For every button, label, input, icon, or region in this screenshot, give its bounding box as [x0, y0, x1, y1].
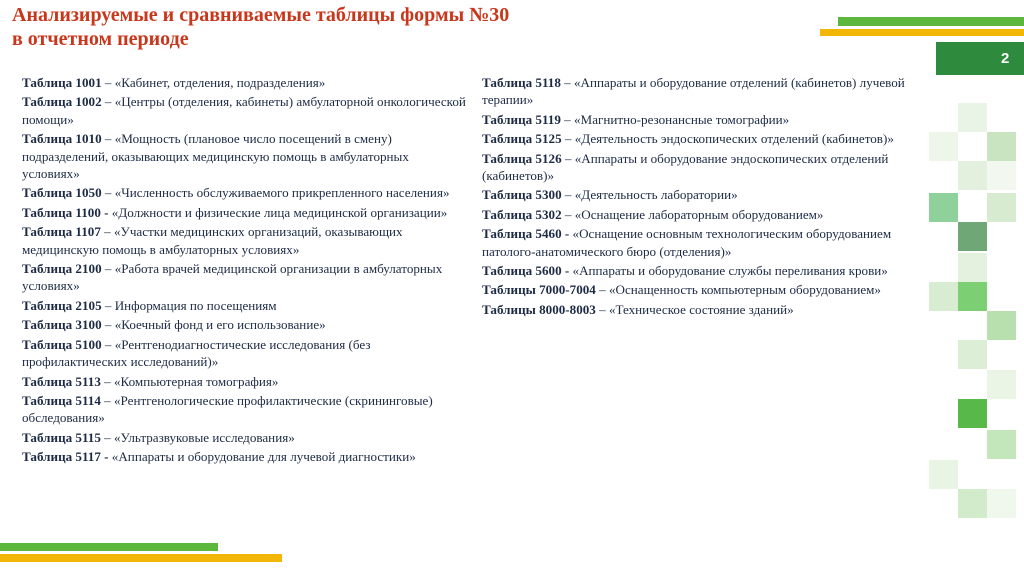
list-item — [22, 223, 467, 258]
table-id: Таблица 1107 — [22, 224, 101, 240]
mosaic-tile — [987, 193, 1016, 222]
table-description: – «Компьютерная томография» — [100, 373, 279, 389]
mosaic-tile — [987, 132, 1016, 161]
list-item — [482, 186, 927, 203]
table-description: – «Оснащенность компьютерным оборудованием» — [595, 282, 881, 298]
table-id: Таблица 5118 — [482, 75, 561, 90]
top-green-bar — [838, 17, 1024, 26]
top-yellow-bar — [820, 29, 1024, 36]
table-id: Таблицы 8000-8003 — [482, 301, 596, 317]
list-item — [482, 225, 927, 260]
table-description: – «Магнитно-резонансные томографии» — [560, 111, 790, 127]
table-id: Таблица 5126 — [482, 150, 562, 166]
mosaic-tile — [958, 103, 987, 132]
table-id: Таблица 1050 — [22, 185, 102, 201]
title-line-1: Анализируемые и сравниваемые таблицы формы №30 — [12, 4, 510, 26]
table-description: – «Оснащение лабораторным оборудованием» — [561, 206, 824, 222]
list-item — [482, 301, 927, 318]
table-description: «Аппараты и оборудование службы переливания крови» — [569, 263, 888, 279]
table-description: – «Рентгенодиагностические исследования (без профилактических исследований)» — [22, 336, 371, 370]
list-item — [22, 448, 467, 465]
list-item — [22, 184, 467, 201]
table-description: «Оснащение основным технологическим оборудованием патолого-анатомического бюро (отделения)» — [482, 226, 892, 259]
mosaic-tile — [987, 161, 1016, 190]
table-id: Таблица 5125 — [482, 131, 562, 147]
right-table-list — [482, 74, 927, 320]
mosaic-tile — [958, 282, 987, 311]
list-item — [22, 316, 467, 333]
table-description: – Информация по посещениям — [101, 297, 277, 313]
list-item — [482, 130, 927, 147]
list-item — [482, 281, 927, 298]
list-item — [22, 204, 467, 221]
table-id: Таблица 5119 — [482, 111, 561, 127]
mosaic-tile — [987, 489, 1016, 518]
table-id: Таблица 5117 - — [22, 449, 109, 465]
table-id: Таблица 5114 — [22, 392, 101, 408]
table-id: Таблица 5115 — [22, 429, 101, 445]
title-line-2: в отчетном периоде — [12, 28, 189, 50]
table-description: – «Деятельность лаборатории» — [561, 187, 738, 203]
page-title — [12, 3, 712, 51]
mosaic-tile — [958, 253, 987, 282]
table-description: – «Работа врачей медицинской организации в амбулаторных условиях» — [22, 261, 443, 294]
list-item — [22, 93, 467, 128]
list-item — [22, 130, 467, 182]
mosaic-tile — [958, 161, 987, 190]
table-id: Таблица 5302 — [482, 206, 562, 222]
list-item — [482, 74, 927, 109]
table-id: Таблицы 7000-7004 — [482, 282, 596, 298]
mosaic-tile — [929, 193, 958, 222]
mosaic-tile — [958, 399, 987, 428]
left-table-list — [22, 74, 467, 468]
table-description: – «Аппараты и оборудование эндоскопических отделений (кабинетов)» — [482, 150, 889, 184]
table-id: Таблица 2105 — [22, 297, 102, 313]
mosaic-tile — [958, 340, 987, 369]
table-id: Таблица 5113 — [22, 373, 101, 389]
list-item — [22, 74, 467, 91]
list-item — [482, 206, 927, 223]
bottom-yellow-bar — [0, 554, 282, 562]
table-id: Таблица 1001 — [22, 75, 102, 90]
table-id: Таблица 1010 — [22, 131, 102, 147]
mosaic-tile — [987, 430, 1016, 459]
mosaic-tile — [987, 311, 1016, 340]
table-id: Таблица 5100 — [22, 336, 102, 352]
mosaic-tile — [958, 489, 987, 518]
mosaic-tile — [987, 370, 1016, 399]
table-description: – «Аппараты и оборудование отделений (кабинетов) лучевой терапии» — [482, 75, 905, 108]
list-item — [22, 336, 467, 371]
table-description: «Должности и физические лица медицинской организации» — [108, 204, 448, 220]
slide-number: 2 — [1001, 50, 1010, 67]
list-item — [22, 373, 467, 390]
table-description: – «Мощность (плановое число посещений в смену) подразделений, оказывающих медицинскую помощь в амбулаторных условиях» — [22, 131, 409, 182]
list-item — [482, 111, 927, 128]
table-id: Таблица 5600 - — [482, 263, 570, 279]
list-item — [22, 429, 467, 446]
table-description: – «Деятельность эндоскопических отделений (кабинетов)» — [561, 131, 894, 147]
table-description: – «Численность обслуживаемого прикрепленного населения» — [101, 185, 450, 201]
bottom-green-bar — [0, 543, 218, 551]
mosaic-tile — [958, 222, 987, 251]
list-item — [22, 297, 467, 314]
mosaic-tile — [929, 460, 958, 489]
slide-number-box — [936, 42, 1024, 75]
table-description: – «Центры (отделения, кабинеты) амбулаторной онкологической помощи» — [22, 94, 466, 127]
table-id: Таблица 1002 — [22, 94, 102, 110]
table-description: – «Кабинет, отделения, подразделения» — [101, 75, 326, 90]
table-description: – «Участки медицинских организаций, оказывающих медицинскую помощь в амбулаторных условиях» — [22, 224, 403, 257]
table-id: Таблица 5460 - — [482, 226, 570, 242]
mosaic-tile — [929, 132, 958, 161]
table-description: – «Коечный фонд и его использование» — [101, 317, 326, 333]
table-description: – «Ультразвуковые исследования» — [100, 429, 295, 445]
list-item — [482, 150, 927, 185]
table-description: – «Техническое состояние зданий» — [595, 301, 794, 317]
list-item — [482, 262, 927, 279]
table-description: «Аппараты и оборудование для лучевой диагностики» — [108, 449, 416, 465]
list-item — [22, 392, 467, 427]
table-id: Таблица 1100 - — [22, 204, 109, 220]
table-id: Таблица 2100 — [22, 261, 102, 277]
list-item — [22, 260, 467, 295]
table-description: – «Рентгенологические профилактические (скрининговые) обследования» — [22, 392, 433, 426]
table-id: Таблица 5300 — [482, 187, 562, 203]
table-id: Таблица 3100 — [22, 317, 102, 333]
mosaic-tile — [929, 282, 958, 311]
